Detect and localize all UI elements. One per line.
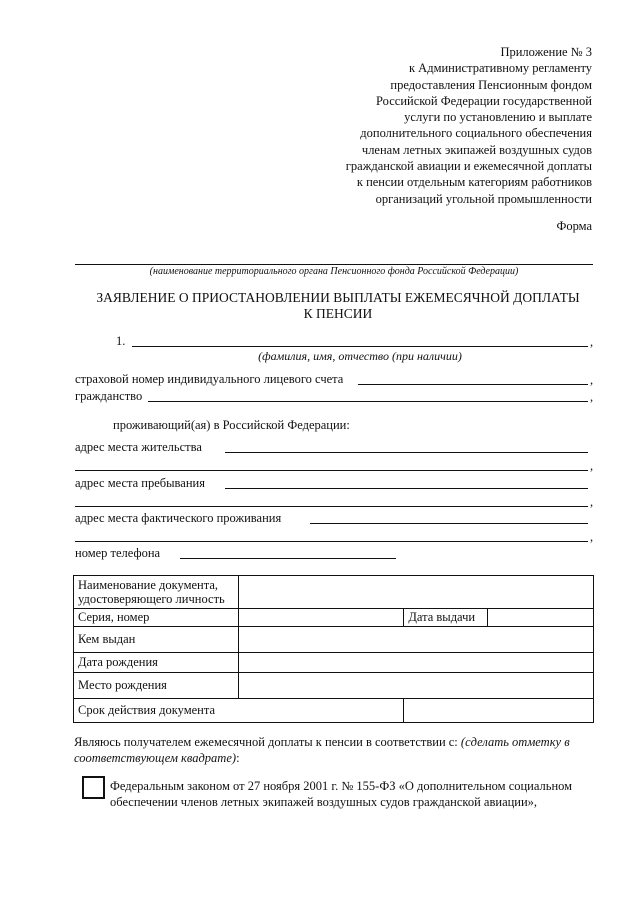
fio-line[interactable] bbox=[132, 346, 588, 347]
law-text-line: обеспечении членов летных экипажей воздушных судов гражданской авиации», bbox=[110, 795, 538, 809]
residence-comma: , bbox=[590, 459, 594, 473]
validity-cell[interactable] bbox=[404, 699, 594, 723]
identity-document-table bbox=[73, 575, 594, 723]
form-label: Форма bbox=[556, 219, 592, 233]
fio-caption: (фамилия, имя, отчество (при наличии) bbox=[258, 349, 462, 363]
recipient-hint: (сделать отметку в соответствующем квадрате) bbox=[74, 735, 570, 765]
appendix-line: предоставления Пенсионным фондом bbox=[390, 77, 592, 92]
residence-line-1[interactable] bbox=[225, 452, 588, 453]
appendix-line: к пенсии отдельным категориям работников bbox=[356, 175, 592, 190]
title-line-1: ЗАЯВЛЕНИЕ О ПРИОСТАНОВЛЕНИИ ВЫПЛАТЫ ЕЖЕМЕСЯЧНОЙ ДОПЛАТЫ bbox=[96, 290, 580, 305]
item-number: 1. bbox=[116, 334, 126, 348]
appendix-header bbox=[272, 44, 592, 207]
actual-address-line-2[interactable] bbox=[75, 541, 588, 542]
phone-label: номер телефона bbox=[75, 546, 161, 560]
issue-date-cell[interactable] bbox=[488, 609, 594, 627]
appendix-line: организаций угольной промышленности bbox=[375, 191, 592, 206]
actual-address-line-1[interactable] bbox=[310, 523, 588, 524]
appendix-line: Российской Федерации государственной bbox=[376, 93, 592, 108]
series-number-label: Серия, номер bbox=[74, 609, 239, 627]
issued-by-cell[interactable] bbox=[238, 627, 593, 653]
appendix-line: гражданской авиации и ежемесячной доплаты bbox=[345, 159, 592, 174]
org-name-line[interactable] bbox=[75, 264, 593, 265]
residing-label: проживающий(ая) в Российской Федерации: bbox=[113, 418, 350, 432]
law-text-line: Федеральным законом от 27 ноября 2001 г. № 155-ФЗ «О дополнительном социальном bbox=[110, 779, 573, 793]
validity-label: Срок действия документа bbox=[74, 699, 404, 723]
stay-label: адрес места пребывания bbox=[75, 476, 205, 490]
snils-line[interactable] bbox=[358, 384, 588, 385]
table-row bbox=[74, 627, 594, 653]
series-number-cell[interactable] bbox=[238, 609, 404, 627]
table-row bbox=[74, 609, 594, 627]
citizenship-comma: , bbox=[590, 390, 594, 404]
recipient-colon: : bbox=[236, 751, 240, 765]
appendix-line: членам летных экипажей воздушных судов bbox=[361, 142, 592, 157]
table-row bbox=[74, 653, 594, 673]
birth-date-label: Дата рождения bbox=[74, 653, 239, 673]
appendix-line: Приложение № 3 bbox=[500, 45, 592, 59]
snils-comma: , bbox=[590, 373, 594, 387]
residence-line-2[interactable] bbox=[75, 470, 588, 471]
birth-place-label: Место рождения bbox=[74, 673, 239, 699]
citizenship-label: гражданство bbox=[75, 389, 143, 403]
appendix-line: услуги по установлению и выплате bbox=[404, 110, 592, 125]
recipient-text: Являюсь получателем ежемесячной доплаты к пенсии в соответствии с: bbox=[74, 735, 458, 749]
actual-address-comma: , bbox=[590, 530, 594, 544]
org-name-caption: (наименование территориального органа Пенсионного фонда Российской Федерации) bbox=[149, 266, 519, 277]
issued-by-label: Кем выдан bbox=[74, 627, 239, 653]
fio-comma: , bbox=[590, 335, 594, 349]
stay-line-1[interactable] bbox=[225, 488, 588, 489]
birth-date-cell[interactable] bbox=[238, 653, 593, 673]
phone-line[interactable] bbox=[180, 558, 396, 559]
citizenship-line[interactable] bbox=[148, 401, 588, 402]
doc-name-label-line: удостоверяющего личность bbox=[78, 592, 225, 606]
snils-label: страховой номер индивидуального лицевого счета bbox=[75, 372, 344, 386]
title-line-2: К ПЕНСИИ bbox=[303, 306, 373, 321]
stay-comma: , bbox=[590, 495, 594, 509]
birth-place-cell[interactable] bbox=[238, 673, 593, 699]
appendix-line: к Административному регламенту bbox=[408, 61, 592, 76]
issue-date-label: Дата выдачи bbox=[404, 609, 488, 627]
doc-name-label bbox=[74, 576, 239, 609]
table-row bbox=[74, 673, 594, 699]
law-155-checkbox[interactable] bbox=[82, 776, 105, 799]
law-155-option bbox=[110, 778, 600, 810]
recipient-statement bbox=[74, 734, 604, 766]
appendix-line: дополнительного социального обеспечения bbox=[360, 126, 592, 141]
doc-name-label-line: Наименование документа, bbox=[78, 578, 219, 592]
table-row bbox=[74, 699, 594, 723]
actual-address-label: адрес места фактического проживания bbox=[75, 511, 282, 525]
table-row bbox=[74, 576, 594, 609]
doc-name-cell[interactable] bbox=[238, 576, 593, 609]
residence-label: адрес места жительства bbox=[75, 440, 202, 454]
page-title bbox=[70, 290, 606, 322]
stay-line-2[interactable] bbox=[75, 506, 588, 507]
